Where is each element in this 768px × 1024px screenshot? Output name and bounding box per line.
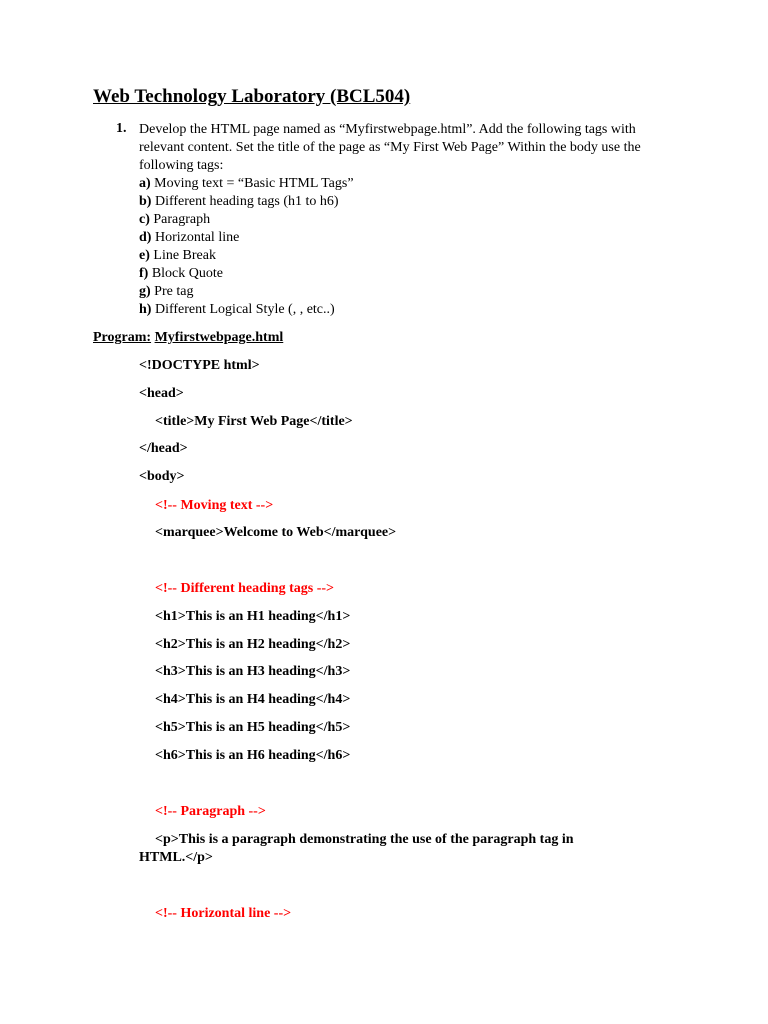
list-item [139,229,669,247]
question-intro: Develop the HTML page named as “Myfirstwebpage.html”. Add the following tags with relevant content. Set the title of the page as “My First Web Page” Within the body use the following tags: [139,122,641,173]
code-line-paragraph-2: HTML.</p> [139,850,213,865]
list-text: Moving text = “Basic HTML Tags” [150,176,354,191]
code-line-h2: <h2>This is an H2 heading</h2> [155,637,351,652]
list-marker: h) [139,302,152,317]
list-marker: g) [139,284,151,299]
list-text: Pre tag [150,284,194,299]
list-item [139,193,669,211]
question-body [139,121,669,319]
code-line-h6: <h6>This is an H6 heading</h6> [155,748,351,763]
question-number: 1. [116,121,127,136]
list-item [139,301,669,319]
program-label: Program: [93,330,152,345]
list-marker: d) [139,230,152,245]
list-marker: a) [139,176,151,191]
list-text: Different heading tags (h1 to h6) [151,194,339,209]
code-line-head-open: <head> [139,386,184,401]
list-text: Horizontal line [151,230,240,245]
code-comment-paragraph: <!-- Paragraph --> [155,804,266,819]
code-line-body-open: <body> [139,469,185,484]
list-item [139,175,669,193]
list-item [139,247,669,265]
program-filename: Myfirstwebpage.html [154,330,284,345]
list-text: Paragraph [149,212,211,227]
code-line-doctype: <!DOCTYPE html> [139,358,260,373]
program-heading [93,330,283,346]
code-line-h5: <h5>This is an H5 heading</h5> [155,720,351,735]
code-line-h3: <h3>This is an H3 heading</h3> [155,664,351,679]
code-comment-headings: <!-- Different heading tags --> [155,581,334,596]
list-item [139,265,669,283]
code-line-h4: <h4>This is an H4 heading</h4> [155,692,351,707]
list-item [139,283,669,301]
code-line-h1: <h1>This is an H1 heading</h1> [155,609,351,624]
document-title: Web Technology Laboratory (BCL504) [93,86,411,107]
list-text: Different Logical Style (, , etc..) [151,302,335,317]
list-marker: c) [139,212,150,227]
code-line-paragraph-1: <p>This is a paragraph demonstrating the use of the paragraph tag in [155,832,574,847]
code-line-title: <title>My First Web Page</title> [155,414,353,429]
list-text: Line Break [149,248,216,263]
code-line-marquee: <marquee>Welcome to Web</marquee> [155,525,397,540]
code-comment-moving-text: <!-- Moving text --> [155,498,274,513]
list-text: Block Quote [148,266,223,281]
code-comment-horizontal-line: <!-- Horizontal line --> [155,906,292,921]
code-line-head-close: </head> [139,441,188,456]
list-marker: b) [139,194,152,209]
list-item [139,211,669,229]
list-marker: f) [139,266,149,281]
list-marker: e) [139,248,150,263]
